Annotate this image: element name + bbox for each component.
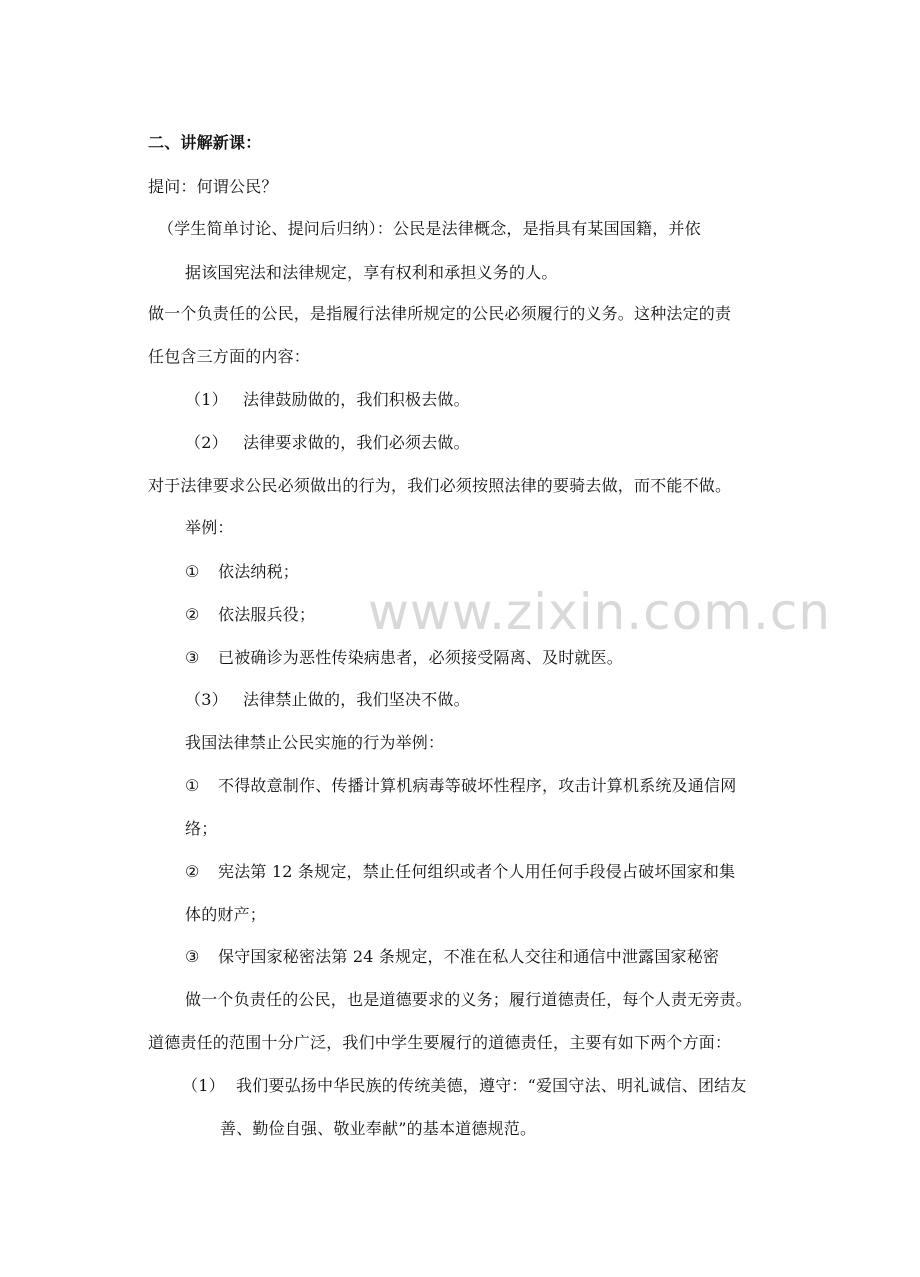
list-item-3-text: 法律禁止做的，我们坚决不做。	[243, 690, 470, 709]
prohibit-3-text: 保守国家秘密法第 24 条规定，不准在私人交往和通信中泄露国家秘密	[218, 947, 720, 966]
example-1-number: ①	[185, 562, 200, 581]
prohibit-3-number: ③	[185, 947, 200, 966]
example-2-number: ②	[185, 605, 200, 624]
moral-item-1-text-line-1: 我们要弘扬中华民族的传统美德，遵守：“爱国守法、明礼诚信、团结友	[236, 1076, 747, 1095]
prohibit-1-number: ①	[185, 776, 200, 795]
prohibit-2-number: ②	[185, 862, 200, 881]
question-line: 提问：何谓公民？	[148, 177, 278, 196]
moral-line-2: 道德责任的范围十分广泛，我们中学生要履行的道德责任，主要有如下两个方面：	[148, 1033, 732, 1052]
moral-item-1-text-line-2: 善、勤俭自强、敬业奉献”的基本道德规范。	[220, 1119, 537, 1138]
answer-line-1: （学生简单讨论、提问后归纳）：公民是法律概念，是指具有某国国籍，并依	[158, 219, 701, 238]
example-1-text: 依法纳税；	[218, 562, 300, 581]
duty-line-1: 做一个负责任的公民，是指履行法律所规定的公民必须履行的义务。这种法定的责	[148, 304, 732, 323]
section-heading: 二、讲解新课：	[148, 133, 262, 152]
list-item-1-text: 法律鼓励做的，我们积极去做。	[243, 390, 470, 409]
answer-line-2: 据该国宪法和法律规定，享有权利和承担义务的人。	[185, 263, 558, 282]
watermark: www.zixin.com.cn	[368, 583, 832, 641]
prohibit-1-text-line-2: 络；	[185, 819, 218, 838]
list-item-2-number: （2）	[185, 433, 228, 452]
required-line: 对于法律要求公民必须做出的行为，我们必须按照法律的要骑去做，而不能不做。	[148, 476, 732, 495]
moral-item-1-number: （1）	[182, 1076, 225, 1095]
list-item-3-number: （3）	[185, 690, 228, 709]
example-3-text: 已被确诊为恶性传染病患者，必须接受隔离、及时就医。	[218, 648, 624, 667]
list-item-2-text: 法律要求做的，我们必须去做。	[243, 433, 470, 452]
duty-line-2: 任包含三方面的内容：	[148, 347, 311, 366]
example-2-text: 依法服兵役；	[218, 605, 316, 624]
prohibit-1-text-line-1: 不得故意制作、传播计算机病毒等破坏性程序，攻击计算机系统及通信网	[218, 776, 737, 795]
prohibit-label: 我国法律禁止公民实施的行为举例：	[185, 733, 445, 752]
example-3-number: ③	[185, 648, 200, 667]
moral-line-1: 做一个负责任的公民，也是道德要求的义务；履行道德责任，每个人责无旁责。	[185, 990, 753, 1009]
list-item-1-number: （1）	[185, 390, 228, 409]
example-label: 举例：	[185, 518, 234, 537]
prohibit-2-text-line-1: 宪法第 12 条规定，禁止任何组织或者个人用任何手段侵占破坏国家和集	[218, 862, 736, 881]
prohibit-2-text-line-2: 体的财产；	[185, 905, 267, 924]
